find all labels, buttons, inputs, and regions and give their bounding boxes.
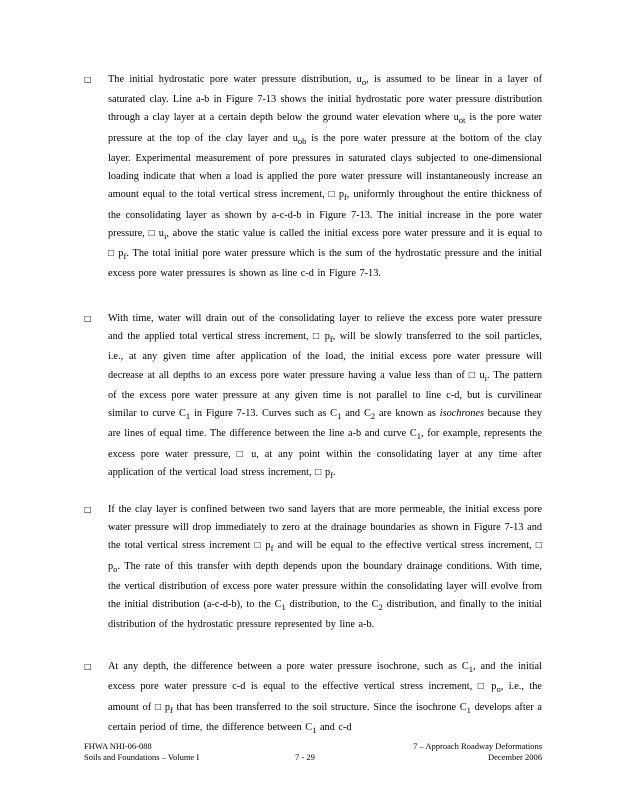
bullet-4: □: [84, 662, 92, 671]
footer-left: [84, 741, 199, 763]
footer-chapter-title: 7 – Approach Roadway Deformations: [413, 741, 542, 751]
page-number: 7 - 29: [295, 752, 315, 762]
paragraph-initial-pore-pressure: The initial hydrostatic pore water pressure distribution, $u_o$, is assumed to be linear in a layer of saturated clay. Line a-b in Figure 7-13 shows the initial hydrostatic pore water pressure distribution through a clay layer at a certain depth below the ground water elevation where $u_{ot}$ is the pore water pressure at the top of the clay layer and $u_{ob}$ is the pore water pressure at the bottom of the clay layer. Experimental measurement of pore pressures in saturated clays subjected to one-dimensional loading indicate that when a load is applied the pore water pressure will instantaneously increase an amount equal to the total vertical stress increment, □ $p_f$, uniformly throughout the entire thickness of the consolidating layer as shown by a-c-d-b in Figure 7-13. The initial increase in the pore water pressure, □ $u_i$, above the static value is called the initial excess pore water pressure and it is equal to □ $p_f$. The total initial pore water pressure which is the sum of the hydrostatic pressure and the initial excess pore water pressures is shown as line c-d in Figure 7-13.: [108, 74, 543, 280]
paragraph-drainage-with-time: With time, water will drain out of the consolidating layer to relieve the excess pore water pressure and the applied total vertical stress increment, □ $p_f$, will be slowly transferred to the soil particles, i.e., at any given time after application of the load, the initial excess pore water pressure will decrease at all depths to an excess pore water pressure having a value less than of □ $u_i$. The pattern of the excess pore water pressure at any given time is not parallel to line c-d, but is curvilinear similar to curve $C_1$ in Figure 7-13. Curves such as $C_1$ and $C_2$ are known as isochrones because they are lines of equal time. The difference between the line a-b and curve $C_1$, for example, represents the excess pore water pressure, □ u, at any point within the consolidating layer at any time after application of the vertical load stress increment, □ $p_f$.: [108, 313, 543, 480]
bullet-1: □: [84, 75, 92, 84]
paragraph-isochrone-difference: At any depth, the difference between a pore water pressure isochrone, such as $C_1$, and the initial excess pore water pressure c-d is equal to the effective vertical stress increment, □ $p_o$, i.e., the amount of □ $p_f$ that has been transferred to the soil structure. Since the isochrone $C_1$ develops after a certain period of time, the difference between $C_1$ and c-d: [108, 661, 543, 735]
footer-course-title: Soils and Foundations – Volume I: [84, 752, 200, 762]
paragraph-confined-clay-layer: If the clay layer is confined between two sand layers that are more permeable, the initial excess pore water pressure will drop immediately to zero at the drainage boundaries as shown in Figure 7-13 and the total vertical stress increment □ $p_f$ and will be equal to the effective vertical stress increment, □ $p_o$. The rate of this transfer with depth depends upon the boundary drainage conditions. With time, the vertical distribution of excess pore water pressure within the consolidating layer will evolve from the initial distribution (a-c-d-b), to the $C_1$ distribution, to the $C_2$ distribution, and finally to the initial distribution of the hydrostatic pressure represented by line a-b.: [108, 504, 543, 631]
footer-document-number: FHWA NHI-06-088: [84, 741, 152, 751]
bullet-2: □: [84, 314, 92, 323]
bullet-3: □: [84, 505, 92, 514]
footer-right: [413, 741, 542, 763]
footer-date: December 2006: [487, 752, 542, 762]
